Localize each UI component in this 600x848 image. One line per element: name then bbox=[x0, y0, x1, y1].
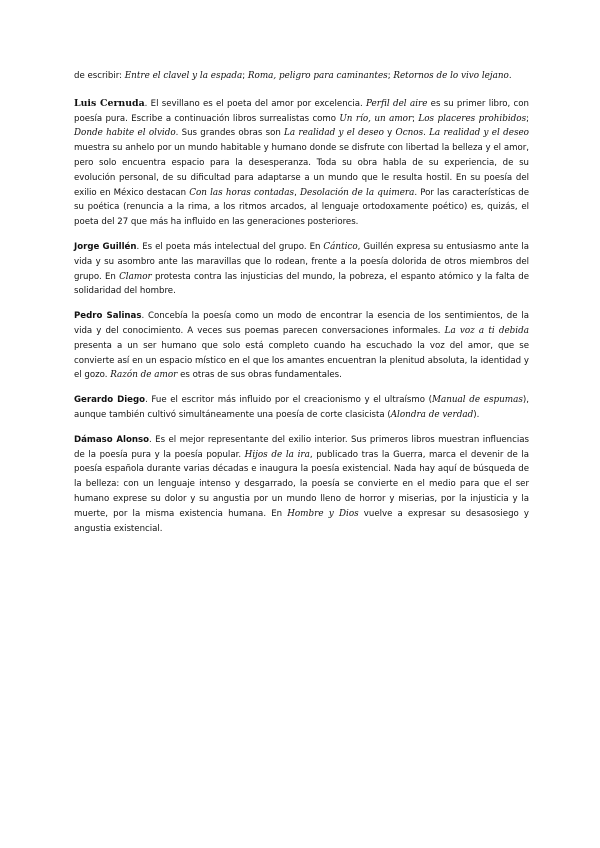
paragraph-text: . Es el mejor representante del exilio interior. Sus primeros libros muestran influencias de la poesía pura y la poesía popular. bbox=[74, 434, 529, 460]
book-title: Razón de amor bbox=[110, 370, 178, 381]
paragraph-text: . Concebía la poesía como un modo de encontrar la esencia de los sentimientos, de la vida y del conocimiento. A veces sus poemas parecen conversaciones informales. bbox=[74, 311, 529, 336]
paragraph-text: es su primer libro, con poesía pura. Escribe a continuación libros surrealistas como bbox=[74, 98, 529, 124]
paragraph-text: presenta a un ser humano que solo está completo cuando ha escuchado la voz del amor, que se convierte así en un espacio místico en el que los amantes encuentran la plenitud absoluta, la identidad y el gozo. bbox=[74, 340, 529, 381]
intro-lead: de escribir: bbox=[74, 71, 125, 81]
paragraph-text: , publicado tras la Guerra, marca el devenir de la poesía española durante varias décadas e inaugura la poesía existencial. Nada hay aquí de búsqueda de la belleza: con un lenguaje intenso y desgarrado, la poesía se convierte en el medio para que el ser humano exprese su dolor y su angustia por un mundo lleno de horror y miserias, por la injusticia y la muerte, por la misma existencia humana. En bbox=[74, 449, 529, 519]
book-title: Alondra de verdad bbox=[390, 409, 474, 420]
separator: ; bbox=[387, 71, 394, 81]
paragraph-text: . Fue el escritor más influido por el creacionismo y el ultraísmo ( bbox=[145, 395, 432, 406]
cernuda-paragraph bbox=[74, 97, 529, 230]
book-title: Un río, un amor bbox=[339, 113, 413, 124]
paragraph-text: . bbox=[423, 128, 430, 139]
paragraph-text: y bbox=[383, 128, 396, 139]
separator: . bbox=[508, 71, 512, 81]
book-title: La realidad y el deseo bbox=[429, 128, 529, 139]
paragraph-text: muestra su anhelo por un mundo habitable y humano donde se disfrute con libertad la belleza y el amor, pero solo encuentra espacio para la desesperanza. Toda su obra habla de su experiencia, de su evolución personal, de su dificultad para adaptarse a un mundo que le resulta hostil. En su poesía del exilio en México destacan bbox=[74, 143, 529, 198]
book-title: Clamor bbox=[119, 271, 152, 282]
book-title: Manual de espumas bbox=[431, 395, 523, 406]
book-title: Perfil del aire bbox=[366, 98, 428, 109]
poet-name: Gerardo Diego bbox=[74, 395, 146, 406]
book-title: Donde habite el olvido bbox=[74, 128, 176, 139]
paragraph-text: ; bbox=[526, 113, 529, 124]
book-title: Con las horas contadas bbox=[189, 187, 295, 198]
poet-name: Jorge Guillén bbox=[74, 241, 137, 252]
book-title: Cántico bbox=[323, 241, 358, 252]
alonso-paragraph bbox=[74, 433, 529, 537]
paragraph-text: ), aunque también cultivó simultáneamente una poesía de corte clasicista ( bbox=[74, 395, 529, 420]
paragraph-text: ; bbox=[412, 113, 419, 124]
salinas-paragraph bbox=[74, 309, 529, 383]
separator: ; bbox=[242, 71, 248, 81]
book-title: La voz a ti debida bbox=[444, 325, 529, 336]
paragraph-text: vuelve a expresar su desasosiego y angustia existencial. bbox=[74, 508, 530, 534]
book-title: Los placeres prohibidos bbox=[418, 113, 527, 124]
book-title: Entre el clavel y la espada bbox=[124, 71, 243, 81]
paragraph-text: es otras de sus obras fundamentales. bbox=[177, 370, 342, 381]
poet-name: Pedro Salinas bbox=[74, 311, 142, 322]
book-title: Roma, peligro para caminantes bbox=[247, 71, 388, 81]
diego-paragraph bbox=[74, 393, 529, 423]
document-body bbox=[74, 69, 529, 546]
poet-name: Dámaso Alonso bbox=[74, 434, 150, 445]
paragraph-text: . El sevillano es el poeta del amor por excelencia. bbox=[144, 98, 367, 109]
paragraph-text: protesta contra las injusticias del mundo, la pobreza, el espanto atómico y la falta de solidaridad del hombre. bbox=[74, 271, 529, 297]
book-title: Hombre y Dios bbox=[287, 508, 359, 519]
book-title: La realidad y el deseo bbox=[284, 128, 384, 139]
paragraph-text: , Guillén expresa su entusiasmo ante la vida y su asombro ante las maravillas que lo rodean, frente a la poesía dolorida de otros miembros del grupo. En bbox=[74, 241, 529, 282]
book-title: Desolación de la quimera bbox=[299, 187, 415, 198]
paragraph-text: . Por las características de su poética (renuncia a la rima, a los ritmos arcados, al lenguaje ortodoxamente poético) es, quizás, el poeta del 27 que más ha influido en las generaciones posteriores. bbox=[74, 187, 529, 228]
paragraph-text: , bbox=[294, 187, 300, 198]
paragraph-text: ). bbox=[473, 409, 480, 420]
intro-paragraph bbox=[74, 69, 529, 84]
paragraph-text: . Sus grandes obras son bbox=[175, 128, 285, 139]
paragraph-text: . Es el poeta más intelectual del grupo. En bbox=[136, 241, 324, 252]
poet-name: Luis Cernuda bbox=[74, 97, 145, 109]
book-title: Retornos de lo vivo lejano bbox=[393, 71, 509, 81]
book-title: Ocnos bbox=[395, 128, 424, 139]
guillen-paragraph bbox=[74, 240, 529, 299]
book-title: Hijos de la ira bbox=[244, 449, 310, 460]
